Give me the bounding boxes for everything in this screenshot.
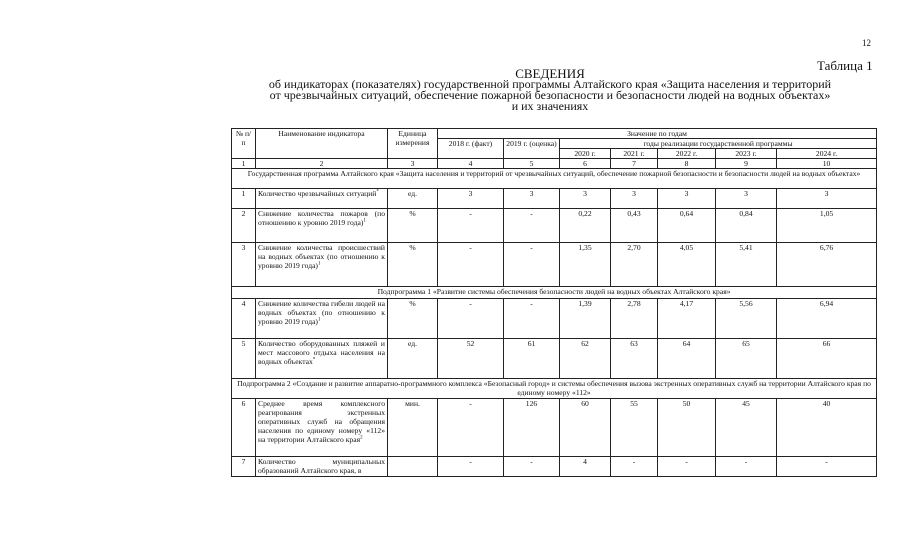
value-cell: 4,17 bbox=[658, 299, 716, 339]
col-number: 10 bbox=[777, 159, 877, 169]
header-values-by-year: Значение по годам bbox=[438, 129, 877, 139]
value-cell: - bbox=[611, 457, 658, 477]
value-cell: 3 bbox=[560, 189, 611, 209]
heading-line-2: от чрезвычайных ситуаций, обеспечение пожарной безопасности и безопасности людей на водных объектах» bbox=[269, 88, 831, 102]
value-cell: 60 bbox=[560, 399, 611, 457]
indicator-name-cell bbox=[256, 299, 388, 339]
value-cell: - bbox=[716, 457, 777, 477]
row-num: 4 bbox=[232, 299, 256, 339]
table-row bbox=[232, 399, 877, 457]
heading-title: СВЕДЕНИЯ bbox=[515, 66, 585, 81]
row-num: 2 bbox=[232, 209, 256, 243]
value-cell: 3 bbox=[716, 189, 777, 209]
table-label: Таблица 1 bbox=[817, 58, 873, 73]
col-number: 9 bbox=[716, 159, 777, 169]
value-cell: 1,05 bbox=[777, 209, 877, 243]
section-row bbox=[232, 287, 877, 299]
footnote-mark: 1 bbox=[363, 218, 366, 224]
indicator-name-cell bbox=[256, 209, 388, 243]
footnote-mark: 1 bbox=[317, 261, 321, 267]
value-cell: 45 bbox=[716, 399, 777, 457]
col-number: 1 bbox=[232, 159, 256, 169]
header-unit: Единица измерения bbox=[388, 129, 438, 159]
col-number: 6 bbox=[560, 159, 611, 169]
value-cell: - bbox=[438, 243, 504, 287]
value-cell: 4,05 bbox=[658, 243, 716, 287]
unit-cell: % bbox=[388, 299, 438, 339]
value-cell: 3 bbox=[658, 189, 716, 209]
value-cell: 3 bbox=[504, 189, 560, 209]
row-num: 7 bbox=[232, 457, 256, 477]
value-cell: 1,35 bbox=[560, 243, 611, 287]
value-cell: - bbox=[504, 243, 560, 287]
value-cell: 0,43 bbox=[611, 209, 658, 243]
value-cell: 3 bbox=[611, 189, 658, 209]
table-row bbox=[232, 189, 877, 209]
heading-line-1: об индикаторах (показателях) государственной программы Алтайского края «Защита населения и территорий bbox=[268, 77, 832, 91]
section-title: Государственная программа Алтайского края «Защита населения и территорий от чрезвычайных ситуаций, обеспечение пожарной безопасности и безопасности людей на водных объектах» bbox=[232, 169, 877, 189]
unit-cell: ед. bbox=[388, 339, 438, 379]
section-row bbox=[232, 379, 877, 399]
value-cell: - bbox=[438, 299, 504, 339]
header-2022: 2022 г. bbox=[658, 149, 716, 159]
section-row bbox=[232, 169, 877, 189]
value-cell: 52 bbox=[438, 339, 504, 379]
col-number: 3 bbox=[388, 159, 438, 169]
value-cell: - bbox=[438, 399, 504, 457]
value-cell: 2,70 bbox=[611, 243, 658, 287]
value-cell: 1,39 bbox=[560, 299, 611, 339]
table-header bbox=[232, 129, 877, 169]
indicator-name-cell bbox=[256, 339, 388, 379]
value-cell: 4 bbox=[560, 457, 611, 477]
header-2018: 2018 г. (факт) bbox=[438, 139, 504, 159]
indicators-table bbox=[231, 128, 877, 477]
section-title: Подпрограмма 2 «Создание и развитие аппаратно-программного комплекса «Безопасный город» и системы обеспечения вызова экстренных оперативных служб на территории Алтайского края по единому номеру «112» bbox=[232, 379, 877, 399]
value-cell: 5,41 bbox=[716, 243, 777, 287]
footnote-mark: * bbox=[376, 189, 379, 195]
value-cell: 0,22 bbox=[560, 209, 611, 243]
table-row bbox=[232, 209, 877, 243]
unit-cell: ед. bbox=[388, 189, 438, 209]
value-cell: 6,94 bbox=[777, 299, 877, 339]
value-cell: 3 bbox=[777, 189, 877, 209]
value-cell: 55 bbox=[611, 399, 658, 457]
header-name: Наименование индикатора bbox=[256, 129, 388, 159]
indicator-name: Снижение количества гибели людей на водных объектах (по отношению к уровню 2019 года) bbox=[258, 299, 385, 326]
unit-cell bbox=[388, 457, 438, 477]
footnote-mark: 1 bbox=[317, 317, 321, 323]
value-cell: - bbox=[504, 209, 560, 243]
value-cell: 40 bbox=[777, 399, 877, 457]
col-number: 2 bbox=[256, 159, 388, 169]
indicator-name-cell bbox=[256, 399, 388, 457]
value-cell: 0,84 bbox=[716, 209, 777, 243]
footnote-mark: * bbox=[312, 357, 316, 363]
indicator-name-cell bbox=[256, 189, 388, 209]
table-row bbox=[232, 339, 877, 379]
indicator-name: Снижение количества происшествий на водных объектах (по отношению к уровню 2019 года) bbox=[258, 243, 385, 270]
header-2021: 2021 г. bbox=[611, 149, 658, 159]
indicator-name: Снижение количества пожаров (по отношению к уровню 2019 года) bbox=[258, 209, 385, 227]
header-2024: 2024 г. bbox=[777, 149, 877, 159]
unit-cell: % bbox=[388, 243, 438, 287]
table-row bbox=[232, 299, 877, 339]
header-2023: 2023 г. bbox=[716, 149, 777, 159]
value-cell: 2,78 bbox=[611, 299, 658, 339]
indicator-name-cell bbox=[256, 457, 388, 477]
unit-cell: мин. bbox=[388, 399, 438, 457]
row-num: 1 bbox=[232, 189, 256, 209]
value-cell: 65 bbox=[716, 339, 777, 379]
heading-line-3: и их значениях bbox=[511, 99, 589, 113]
value-cell: - bbox=[504, 299, 560, 339]
unit-cell: % bbox=[388, 209, 438, 243]
col-number: 8 bbox=[658, 159, 716, 169]
value-cell: 50 bbox=[658, 399, 716, 457]
row-num: 6 bbox=[232, 399, 256, 457]
value-cell: - bbox=[504, 457, 560, 477]
indicator-name-cell bbox=[256, 243, 388, 287]
value-cell: 3 bbox=[438, 189, 504, 209]
value-cell: - bbox=[658, 457, 716, 477]
document-heading bbox=[230, 68, 870, 112]
header-program-years: годы реализации государственной программы bbox=[560, 139, 877, 149]
value-cell: 66 bbox=[777, 339, 877, 379]
row-num: 3 bbox=[232, 243, 256, 287]
table-row bbox=[232, 457, 877, 477]
row-num: 5 bbox=[232, 339, 256, 379]
table-body bbox=[232, 169, 877, 477]
header-2020: 2020 г. bbox=[560, 149, 611, 159]
value-cell: 126 bbox=[504, 399, 560, 457]
value-cell: 61 bbox=[504, 339, 560, 379]
indicator-name: Количество чрезвычайных ситуаций bbox=[258, 189, 377, 198]
header-2019: 2019 г. (оценка) bbox=[504, 139, 560, 159]
page-number: 12 bbox=[862, 38, 871, 48]
section-title: Подпрограмма 1 «Развитие системы обеспечения безопасности людей на водных объектах Алтайского края» bbox=[232, 287, 877, 299]
value-cell: - bbox=[438, 209, 504, 243]
indicator-name: Среднее время комплексного реагирования экстренных оперативных служб на обращения населения по единому номеру «112» на территории Алтайского края bbox=[258, 399, 385, 444]
value-cell: 0,64 bbox=[658, 209, 716, 243]
value-cell: - bbox=[777, 457, 877, 477]
col-number: 4 bbox=[438, 159, 504, 169]
value-cell: 63 bbox=[611, 339, 658, 379]
header-num: № п/п bbox=[232, 129, 256, 159]
indicator-name: Количество муниципальных образований Алтайского края, в bbox=[258, 457, 385, 475]
value-cell: 64 bbox=[658, 339, 716, 379]
column-numbers-row bbox=[232, 159, 877, 169]
footnote-mark: 2 bbox=[360, 435, 363, 441]
value-cell: 62 bbox=[560, 339, 611, 379]
value-cell: 6,76 bbox=[777, 243, 877, 287]
col-number: 5 bbox=[504, 159, 560, 169]
col-number: 7 bbox=[611, 159, 658, 169]
value-cell: 5,56 bbox=[716, 299, 777, 339]
indicator-name: Количество оборудованных пляжей и мест массового отдыха населения на водных объектах bbox=[258, 339, 385, 366]
table-row bbox=[232, 243, 877, 287]
value-cell: - bbox=[438, 457, 504, 477]
